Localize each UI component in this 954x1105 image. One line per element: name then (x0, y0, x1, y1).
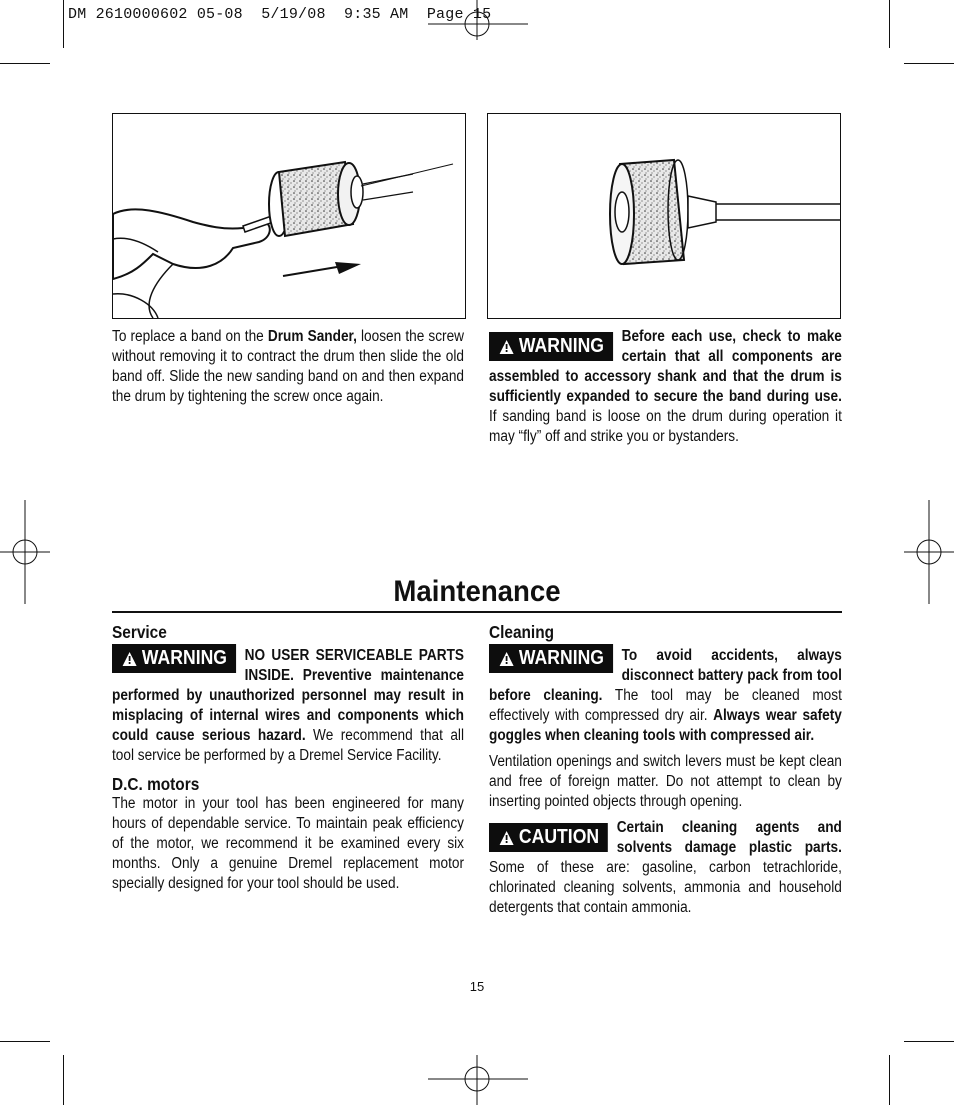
figure-drum-sander-shank (487, 113, 841, 319)
drum-sander-shank-illustration (488, 114, 840, 318)
warning-triangle-icon (500, 831, 514, 845)
cleaning-heading: Cleaning (489, 622, 555, 642)
warning-badge: WARNING (112, 644, 236, 673)
section-title: Maintenance (393, 575, 561, 608)
crop-mark (904, 63, 954, 64)
crop-mark (0, 63, 50, 64)
figure-drum-sander-hand (112, 113, 466, 319)
drum-sander-hand-illustration (113, 114, 465, 318)
dc-motors-text: The motor in your tool has been engineered for many hours of dependable service. To maintain peak efficiency of the motor, we recommend it be examined every six months. Only a genuine Dremel replacement motor specially designed for your tool should be used. (112, 795, 464, 892)
crop-mark (63, 0, 64, 48)
drum-sander-warning: WARNING Before each use, check to make certain that all components are assembled to accessory shank and that the drum is sufficiently expanded to secure the band during use. If sanding band is loose on the drum during operation it may “fly” off and strike you or bystanders. (489, 328, 842, 445)
warning-badge: WARNING (489, 644, 613, 673)
crop-mark (0, 1041, 50, 1042)
service-heading: Service (112, 622, 167, 642)
page-number: 15 (469, 979, 485, 994)
warning-triangle-icon (500, 652, 514, 666)
warning-triangle-icon (500, 340, 514, 354)
print-slug: DM 2610000602 05-08 5/19/08 9:35 AM Page 15 (68, 6, 492, 23)
crop-mark (904, 1041, 954, 1042)
crop-mark (889, 0, 890, 48)
dc-motors-heading: D.C. motors (112, 774, 200, 794)
registration-mark-bottom (428, 1055, 528, 1105)
warning-triangle-icon (123, 652, 137, 666)
crop-mark (63, 1055, 64, 1105)
caution-block: CAUTION Certain cleaning agents and solvents damage plastic parts. Some of these are: gasoline, carbon tetrachloride, chlorinated cleaning solvents, ammonia and household detergents that contain ammonia. (489, 819, 842, 916)
ventilation-text: Ventilation openings and switch levers must be kept clean and free of foreign matter. Do not attempt to clean by inserting pointed objects through opening. (489, 753, 842, 810)
service-section: Service WARNING NO USER SERVICEABLE PARTS INSIDE. Preventive maintenance performed by unauthorized personnel may result in misplacing of internal wires and components which could cause serious hazard. We recommend that all tool service be performed by a Dremel Service Facility. D.C. motors The motor in your tool has been engineered for many hours of dependable service. To maintain peak efficiency of the motor, we recommend it be examined every six months. Only a genuine Dremel replacement motor specially designed for your tool should be used. (112, 622, 464, 892)
caution-badge: CAUTION (489, 823, 608, 852)
crop-mark (889, 1055, 890, 1105)
warning-badge: WARNING (489, 332, 613, 361)
title-rule (112, 611, 842, 613)
cleaning-section: Cleaning WARNING To avoid accidents, always disconnect battery pack from tool before cleaning. The tool may be cleaned most effectively with compressed dry air. Always wear safety goggles when cleaning tools with compressed air. Ventilation openings and switch levers must be kept clean and free of foreign matter. Do not attempt to clean by inserting pointed objects through opening. CAUTION Certain cleaning agents and solvents damage plastic parts. Some of these are: gasoline, carbon tetrachloride, chlorinated cleaning solvents, ammonia and household detergents that contain ammonia. (489, 622, 842, 916)
drum-sander-instructions: To replace a band on the Drum Sander, loosen the screw without removing it to contract the drum then slide the old band off. Slide the new sanding band on and then expand the drum by tightening the screw once again. (112, 328, 465, 405)
